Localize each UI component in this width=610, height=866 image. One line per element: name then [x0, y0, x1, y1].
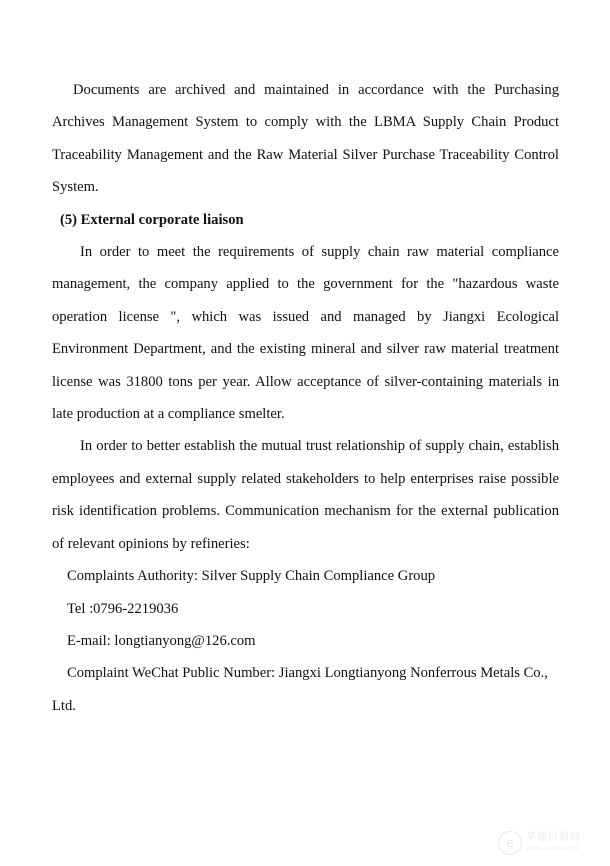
email: E-mail: longtianyong@126.com [67, 632, 256, 649]
watermark-url: www.ocsilver.com [526, 845, 580, 852]
watermark-title: 华通白银网 [526, 832, 581, 843]
intro-paragraph: Documents are archived and maintained in accordance with the Purchasing Archives Management System to comply with the LBMA Supply Chain Product Traceability Management and the Raw Material Silver Purchase Traceability Control System. [52, 82, 559, 196]
watermark-text [526, 832, 581, 854]
complaints-authority: Complaints Authority: Silver Supply Chain Compliance Group [67, 568, 436, 585]
watermark-logo-icon: e [498, 831, 522, 855]
license-paragraph: In order to meet the requirements of supply chain raw material compliance management, the company applied to the government for the "hazardous waste operation license ", which was issued and managed by Jiangxi Ecological Environment Department, and the existing mineral and silver raw material treatment license was 31800 tons per year. Allow acceptance of silver-containing materials in late production at a compliance smelter. [52, 244, 559, 423]
telephone: Tel :0796-2219036 [67, 600, 179, 617]
document-page [52, 74, 559, 722]
section-heading: (5) External corporate liaison [60, 211, 244, 228]
wechat-public-number: Complaint WeChat Public Number: Jiangxi Longtianyong Nonferrous Metals Co., Ltd. [52, 665, 548, 714]
communication-paragraph: In order to better establish the mutual trust relationship of supply chain, establish employees and external supply related stakeholders to help enterprises raise possible risk identification problems. Communication mechanism for the external publication of relevant opinions by refineries: [52, 438, 559, 552]
watermark [498, 828, 598, 858]
